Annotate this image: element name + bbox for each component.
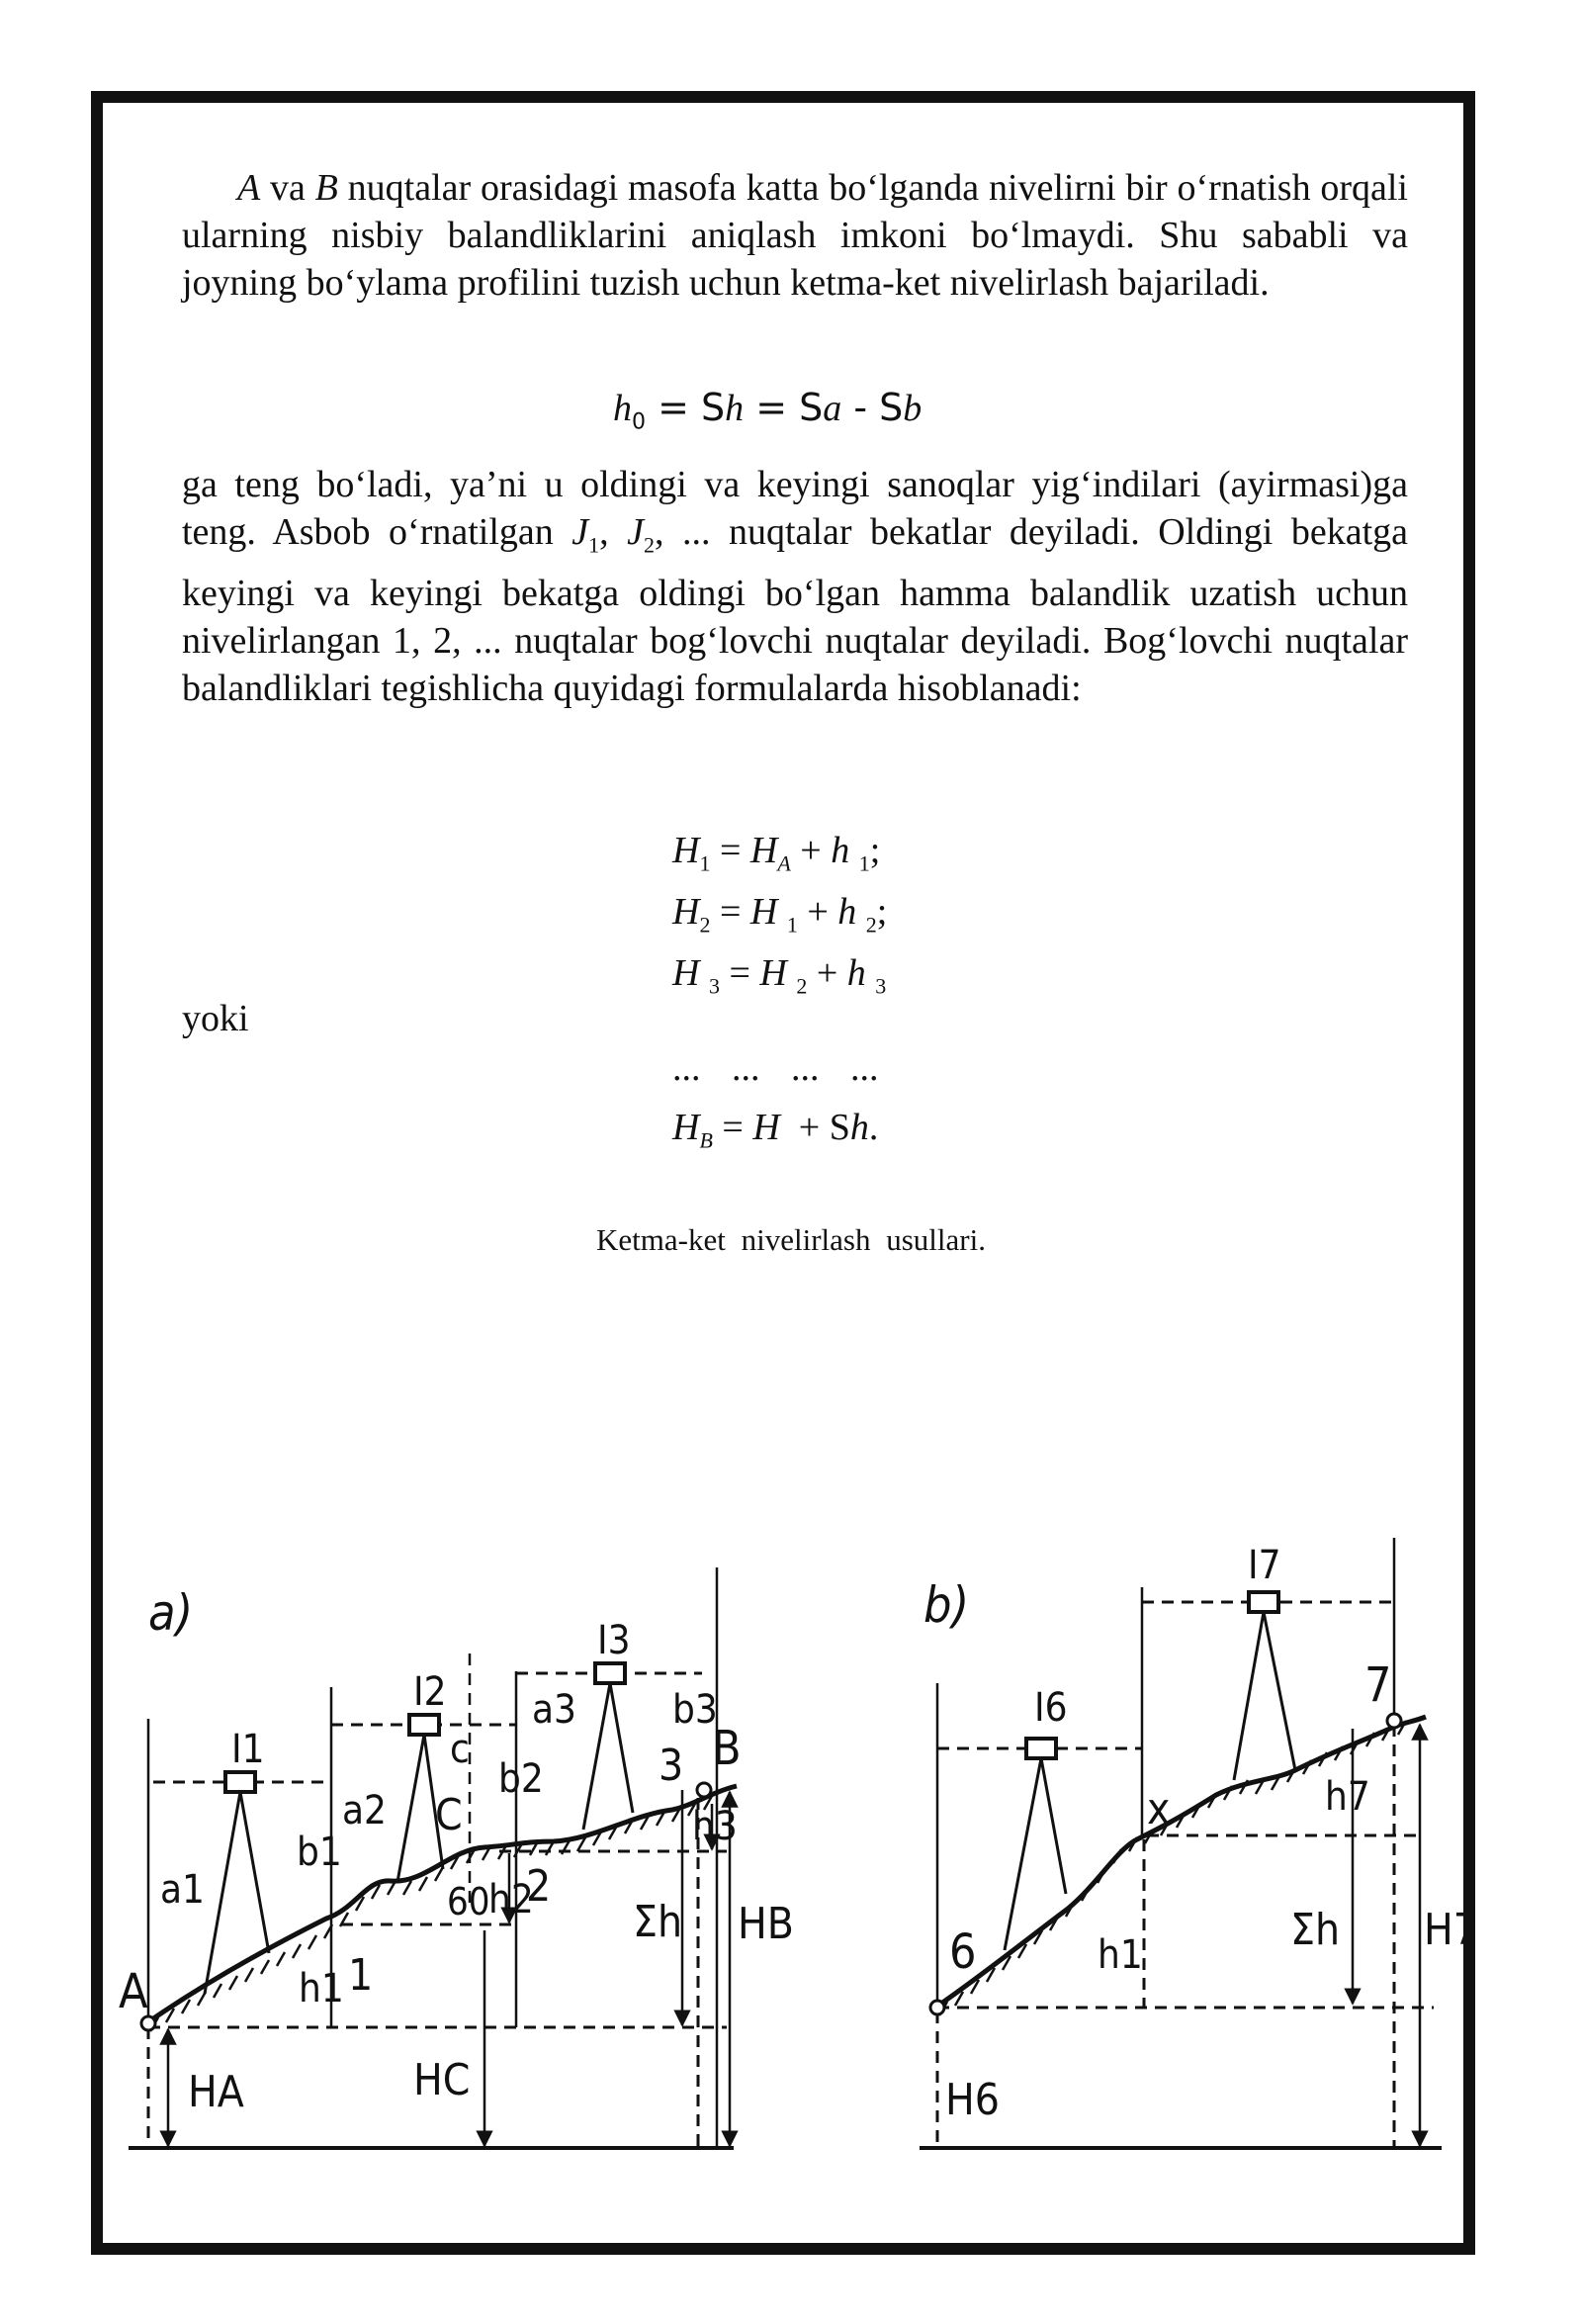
label-point-C: C bbox=[435, 1790, 463, 1840]
label-point-3: 3 bbox=[659, 1741, 684, 1791]
figure-a-labels bbox=[119, 1584, 794, 2117]
label-I2: I2 bbox=[413, 1669, 447, 1715]
figure-caption: Ketma-ket nivelirlash usullari. bbox=[596, 1222, 986, 1257]
label-point-7: 7 bbox=[1364, 1657, 1392, 1713]
label-a-panel: a) bbox=[148, 1584, 194, 1642]
label-b3: b3 bbox=[672, 1687, 718, 1733]
formula-ellipsis: ... ... ... ... bbox=[672, 1047, 879, 1089]
label-h3: h3 bbox=[692, 1804, 738, 1849]
label-HC: HC bbox=[413, 2055, 471, 2105]
label-point-2: 2 bbox=[526, 1861, 552, 1912]
label-c: c bbox=[450, 1727, 470, 1772]
formula-hb: $H_B = H + Sh$. bbox=[672, 1107, 879, 1153]
label-sum-h-b: Σh bbox=[1290, 1905, 1341, 1955]
yoki-label: yoki bbox=[182, 998, 249, 1039]
label-sum-h: Σh bbox=[633, 1897, 683, 1947]
label-B: B bbox=[712, 1721, 742, 1776]
label-I3: I3 bbox=[597, 1618, 631, 1663]
label-A: A bbox=[119, 1964, 148, 2019]
label-b1: b1 bbox=[297, 1830, 342, 1875]
label-I7: I7 bbox=[1248, 1543, 1281, 1588]
label-60: 60 bbox=[447, 1880, 490, 1923]
label-a1: a1 bbox=[160, 1867, 205, 1913]
label-a2: a2 bbox=[342, 1788, 387, 1833]
label-point-x: x bbox=[1147, 1784, 1171, 1834]
label-h1-b: h1 bbox=[1098, 1932, 1143, 1978]
label-point-6: 6 bbox=[949, 1924, 977, 1980]
figure-b bbox=[920, 1538, 1442, 2148]
formula-main: $h_0 = Sh = Sa - Sb$ bbox=[613, 386, 923, 435]
label-h1: h1 bbox=[299, 1966, 344, 2011]
paragraph-1: A va B nuqtalar orasidagi masofa katta bo‘lganda nivelirni bir o‘rnatish orqali ularning nisbiy balandliklarini aniqlash imkoni bo‘lmaydi. Shu sababli va joyning bo‘ylama profilini tuzish uchun ketma-ket nivelirlash bajariladi. bbox=[182, 167, 1408, 304]
label-H7: H7 bbox=[1424, 1905, 1478, 1955]
label-h2: h2 bbox=[488, 1877, 534, 1922]
paragraph-2: ga teng bo‘ladi, ya’ni u oldingi va keyingi sanoqlar yig‘indilari (ayirmasi)ga teng. Asbob o‘rnatilgan $J_1$, $J_2$, ... nuqtalar bekatlar deyiladi. Oldingi bekatga keyingi va keyingi bekatga oldingi bo‘lgan hamma balandlik uzatish uchun nivelirlangan 1, 2, ... nuqtalar bog‘lovchi nuqtalar deyiladi. Bog‘lovchi nuqtalar balandliklari tegishlicha quyidagi formulalarda hisoblanadi: bbox=[182, 464, 1408, 709]
label-b2: b2 bbox=[498, 1756, 544, 1802]
label-point-1: 1 bbox=[348, 1950, 374, 2001]
label-H6: H6 bbox=[945, 2075, 1000, 2125]
label-h7: h7 bbox=[1325, 1774, 1370, 1820]
label-b-panel: b) bbox=[923, 1576, 970, 1634]
formula-h1: $H_1 = H_A + h$ $_1$; bbox=[672, 830, 881, 876]
label-HA: HA bbox=[188, 2067, 244, 2117]
label-I1: I1 bbox=[231, 1727, 265, 1772]
formula-h2: $H_2 = H$ $_1$ + h $_2$; bbox=[672, 891, 888, 938]
label-I6: I6 bbox=[1034, 1685, 1068, 1731]
formula-h3: H $_3$ = H $_2$ + h $_3$ bbox=[672, 952, 887, 999]
label-a3: a3 bbox=[532, 1687, 576, 1733]
label-HB: HB bbox=[738, 1899, 794, 1949]
